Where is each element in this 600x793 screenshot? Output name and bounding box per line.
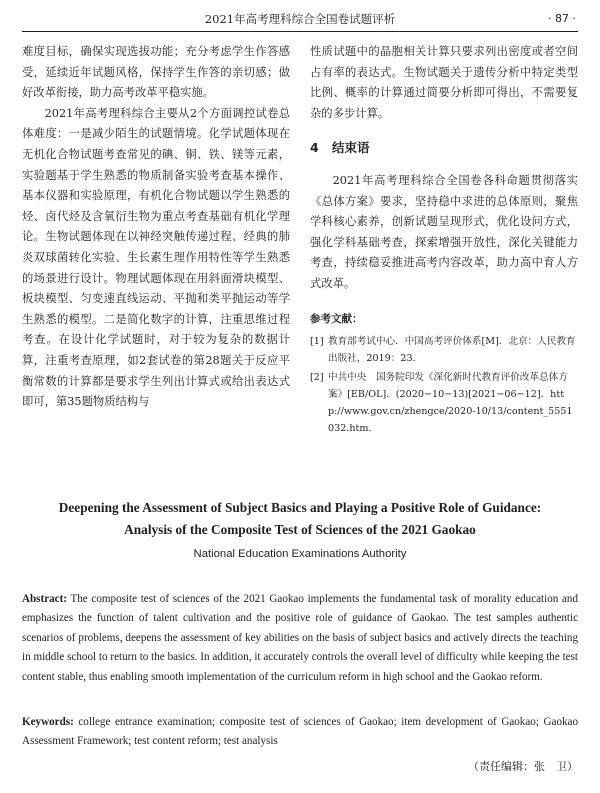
section-title: 结束语: [332, 140, 370, 156]
english-author: National Education Examinations Authority: [193, 548, 407, 560]
page-number: · 87 ·: [548, 12, 576, 25]
right-paragraph-2: 2021年高考理科综合全国卷各科命题贯彻落实《总体方案》要求，坚持稳中求进的总体原则，聚焦学科核心素养，创新试题呈现形式，优化设问方式，强化学科基础考查，探索增强开放性，深化关键能力考查，持续稳妥推进高考内容改革，助力高中育人方式改革。: [310, 173, 578, 290]
english-abstract: [22, 590, 578, 687]
keywords-text: college entrance examination; composite test of sciences of Gaokao; item development of Gaokao; Gaokao Assessment Framework; test content reform; test analysis: [22, 716, 579, 748]
section-number: 4: [310, 140, 319, 156]
reference-item: [310, 333, 578, 367]
editor-note: （责任编辑：张 卫）: [468, 760, 578, 773]
right-paragraph-1: 性质试题中的晶胞相关计算只要求列出密度或者空间占有率的表达式。生物试题关于遗传分析中特定类型比例、概率的计算通过简要分析即可得出，不需要复杂的多步计算。: [310, 45, 578, 120]
references-heading: 参考文献：: [310, 312, 363, 325]
left-paragraph-2: 2021年高考理科综合主要从2个方面调控试卷总体难度：一是减少陌生的试题情境。化学试题体现在无机化合物试题考查常见的碘、铜、铁、镁等元素，实验题基于学生熟悉的物质制备实验考查基本操作、基本仪器和实验原理，有机化合物试题以学生熟悉的烃、卤代烃及含氧衍生物为重点考查基础有机化学理论。生物试题体现在以神经突触传递过程、经典的肺炎双球菌转化实验、生长素生理作用特性等学生熟悉的场景进行设计。物理试题体现在用斜面滑块模型、板块模型、匀变速直线运动、平抛和类平抛运动等学生熟悉的模型。二是简化数字的计算，注重思维过程考查。在设计化学试题时，对于较为复杂的数据计算，注重考查原理，如2套试卷的第28题关于反应平衡常数的计算都是要求学生列出计算式或给出表达式即可，第35题物质结构与: [22, 106, 290, 409]
header-rule: [22, 31, 578, 32]
english-keywords: [22, 713, 578, 752]
english-title: [22, 497, 578, 541]
reference-number: [1]: [310, 335, 324, 347]
left-column: [22, 42, 290, 413]
reference-item: [310, 369, 578, 437]
left-paragraph-1: 难度目标，确保实现选拔功能；充分考虑学生作答感受，延续近年试题风格，保持学生作答的亲切感；做好改革衔接，助力高考改革平稳实施。: [22, 45, 290, 100]
english-title-line-2: Analysis of the Composite Test of Sciences of the 2021 Gaokao: [124, 522, 476, 537]
running-header: [22, 9, 578, 29]
reference-number: [2]: [310, 371, 324, 383]
right-column: [310, 42, 578, 439]
english-title-line-1: Deepening the Assessment of Subject Basics and Playing a Positive Role of Guidance:: [58, 500, 542, 515]
abstract-text: The composite test of sciences of the 2021 Gaokao implements the fundamental task of morality education and emphasizes the function of talent cultivation and the positive role of guidance of Gaokao. The test samples authentic scenarios of problems, deepens the assessment of key abilities on the basis of subject basics and actively directs the teaching in middle school to return to the basics. In addition, it accurately controls the overall level of difficulty while keeping the test content stable, thus enabling smooth implementation of the curriculum reform in high school and the Gaokao reform.: [22, 593, 579, 683]
keywords-label: Keywords:: [22, 716, 74, 728]
running-header-title: 2021年高考理科综合全国卷试题评析: [204, 12, 396, 26]
section-heading: [310, 138, 578, 159]
reference-text: 教育部考试中心．中国高考评价体系[M]．北京：人民教育出版社，2019：23.: [328, 335, 576, 364]
reference-text: 中共中央 国务院印发《深化新时代教育评价改革总体方案》[EB/OL]．(2020−10−13)[2021−06−12]．http://www.gov.cn/zhengce/2020-10/13/content_5551032.htm.: [328, 371, 573, 434]
abstract-label: Abstract:: [22, 593, 67, 605]
